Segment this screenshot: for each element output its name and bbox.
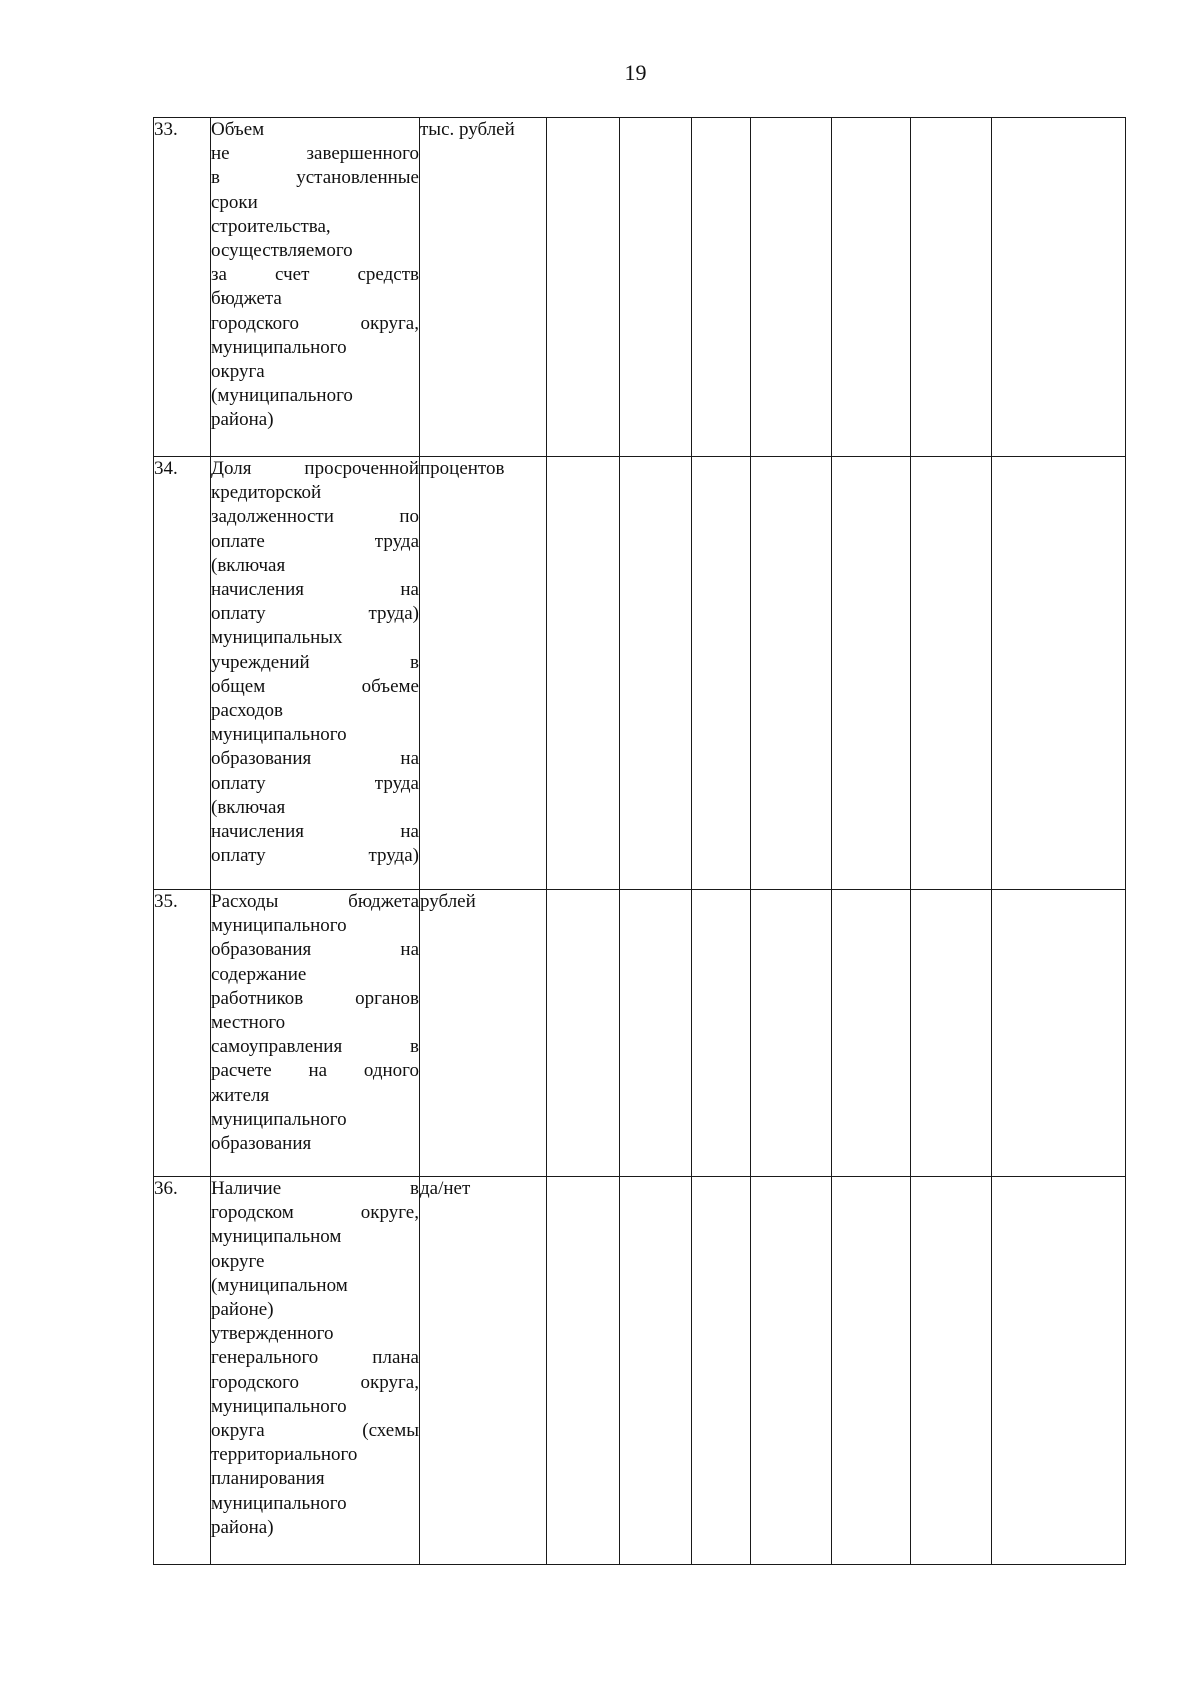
indicator-name-line: сроки (211, 191, 258, 213)
value-cell (832, 890, 911, 1177)
value-cell (911, 118, 992, 457)
indicator-name-line: в установленные (211, 167, 419, 189)
value-cell (620, 890, 692, 1177)
indicator-name-line: района) (211, 409, 274, 431)
indicators-table (153, 117, 1126, 1565)
indicator-name-line: расчете на одного (211, 1060, 419, 1082)
value-cell (547, 457, 620, 890)
value-cell (911, 1177, 992, 1565)
value-cell (692, 1177, 751, 1565)
table-row (154, 890, 1126, 1177)
value-cell (992, 890, 1126, 1177)
indicator-name-line: округа (211, 361, 265, 383)
indicator-name-line: содержание (211, 963, 307, 985)
indicator-name-line: расходов (211, 700, 283, 722)
indicator-name (211, 1177, 420, 1565)
indicator-name-line: Наличие в (211, 1178, 419, 1199)
indicator-name-line: учреждений в (211, 651, 419, 673)
indicator-name-line: начисления на (211, 821, 419, 843)
indicator-name-line: осуществляемого (211, 240, 353, 262)
value-cell (832, 118, 911, 457)
value-cell (547, 118, 620, 457)
value-cell (620, 118, 692, 457)
indicator-name (211, 457, 420, 890)
table-row (154, 457, 1126, 890)
indicator-name-line: муниципального (211, 724, 347, 746)
value-cell (992, 118, 1126, 457)
indicator-name-line: задолженности по (211, 506, 419, 528)
indicator-name-line: (муниципальном (211, 1274, 348, 1296)
indicator-name-line: Расходы бюджета (211, 891, 419, 912)
indicator-name (211, 890, 420, 1177)
value-cell (620, 457, 692, 890)
unit-of-measure: рублей (420, 890, 547, 1177)
value-cell (692, 457, 751, 890)
unit-of-measure: тыс. рублей (420, 118, 547, 457)
value-cell (992, 1177, 1126, 1565)
indicator-name-line: (включая (211, 796, 286, 818)
indicator-name-line: муниципального (211, 915, 347, 937)
indicator-name-line: муниципальном (211, 1226, 342, 1248)
indicator-name-line: не завершенного (211, 143, 419, 165)
table-row (154, 118, 1126, 457)
indicator-name-line: образования на (211, 748, 419, 770)
unit-of-measure: процентов (420, 457, 547, 890)
indicator-name-line: округе (211, 1250, 265, 1272)
indicator-name-line: муниципальных (211, 627, 343, 649)
indicator-name-line: оплату труда) (211, 845, 419, 867)
indicator-name-line: образования на (211, 939, 419, 961)
indicator-name-line: городского округа, (211, 1371, 419, 1393)
indicator-name-line: работников органов (211, 987, 419, 1009)
value-cell (751, 1177, 832, 1565)
indicator-name-line: Объем (211, 119, 265, 140)
indicator-name-line: образования (211, 1133, 312, 1155)
indicator-name-line: кредиторской (211, 482, 322, 504)
indicator-name-line: планирования (211, 1468, 325, 1490)
indicator-name-line: начисления на (211, 579, 419, 601)
indicator-name-line: районе) (211, 1299, 274, 1321)
indicator-name-line: строительства, (211, 215, 331, 237)
row-number: 36. (154, 1177, 211, 1565)
row-number: 33. (154, 118, 211, 457)
indicator-name-line: утвержденного (211, 1323, 334, 1345)
row-number: 34. (154, 457, 211, 890)
indicator-name-line: муниципального (211, 1492, 347, 1514)
value-cell (751, 457, 832, 890)
indicator-name-line: генерального плана (211, 1347, 419, 1369)
row-number: 35. (154, 890, 211, 1177)
indicator-name-line: территориального (211, 1444, 358, 1466)
indicator-name-line: бюджета (211, 288, 282, 310)
unit-of-measure: да/нет (420, 1177, 547, 1565)
value-cell (547, 890, 620, 1177)
value-cell (751, 890, 832, 1177)
value-cell (911, 457, 992, 890)
table-row (154, 1177, 1126, 1565)
indicator-name-line: городского округа, (211, 312, 419, 334)
value-cell (992, 457, 1126, 890)
indicator-name-line: за счет средств (211, 264, 419, 286)
indicator-name-line: оплату труда (211, 772, 419, 794)
indicator-name-line: округа (схемы (211, 1420, 419, 1442)
indicator-name-line: оплату труда) (211, 603, 419, 625)
value-cell (832, 1177, 911, 1565)
value-cell (547, 1177, 620, 1565)
value-cell (911, 890, 992, 1177)
indicator-name-line: оплате труда (211, 530, 419, 552)
indicator-name-line: муниципального (211, 336, 347, 358)
indicator-name-line: (включая (211, 554, 286, 576)
value-cell (620, 1177, 692, 1565)
indicator-name-line: (муниципального (211, 385, 353, 407)
value-cell (751, 118, 832, 457)
indicator-name-line: самоуправления в (211, 1036, 419, 1058)
indicator-name-line: общем объеме (211, 675, 419, 697)
indicator-name-line: Доля просроченной (211, 458, 419, 479)
indicator-name-line: муниципального (211, 1395, 347, 1417)
value-cell (832, 457, 911, 890)
indicator-name-line: муниципального (211, 1108, 347, 1130)
indicator-name-line: городском округе, (211, 1202, 419, 1224)
value-cell (692, 118, 751, 457)
indicator-name (211, 118, 420, 457)
indicator-name-line: жителя (211, 1084, 270, 1106)
indicator-name-line: района) (211, 1516, 274, 1538)
page-number: 19 (624, 60, 647, 85)
value-cell (692, 890, 751, 1177)
indicator-name-line: местного (211, 1012, 286, 1034)
